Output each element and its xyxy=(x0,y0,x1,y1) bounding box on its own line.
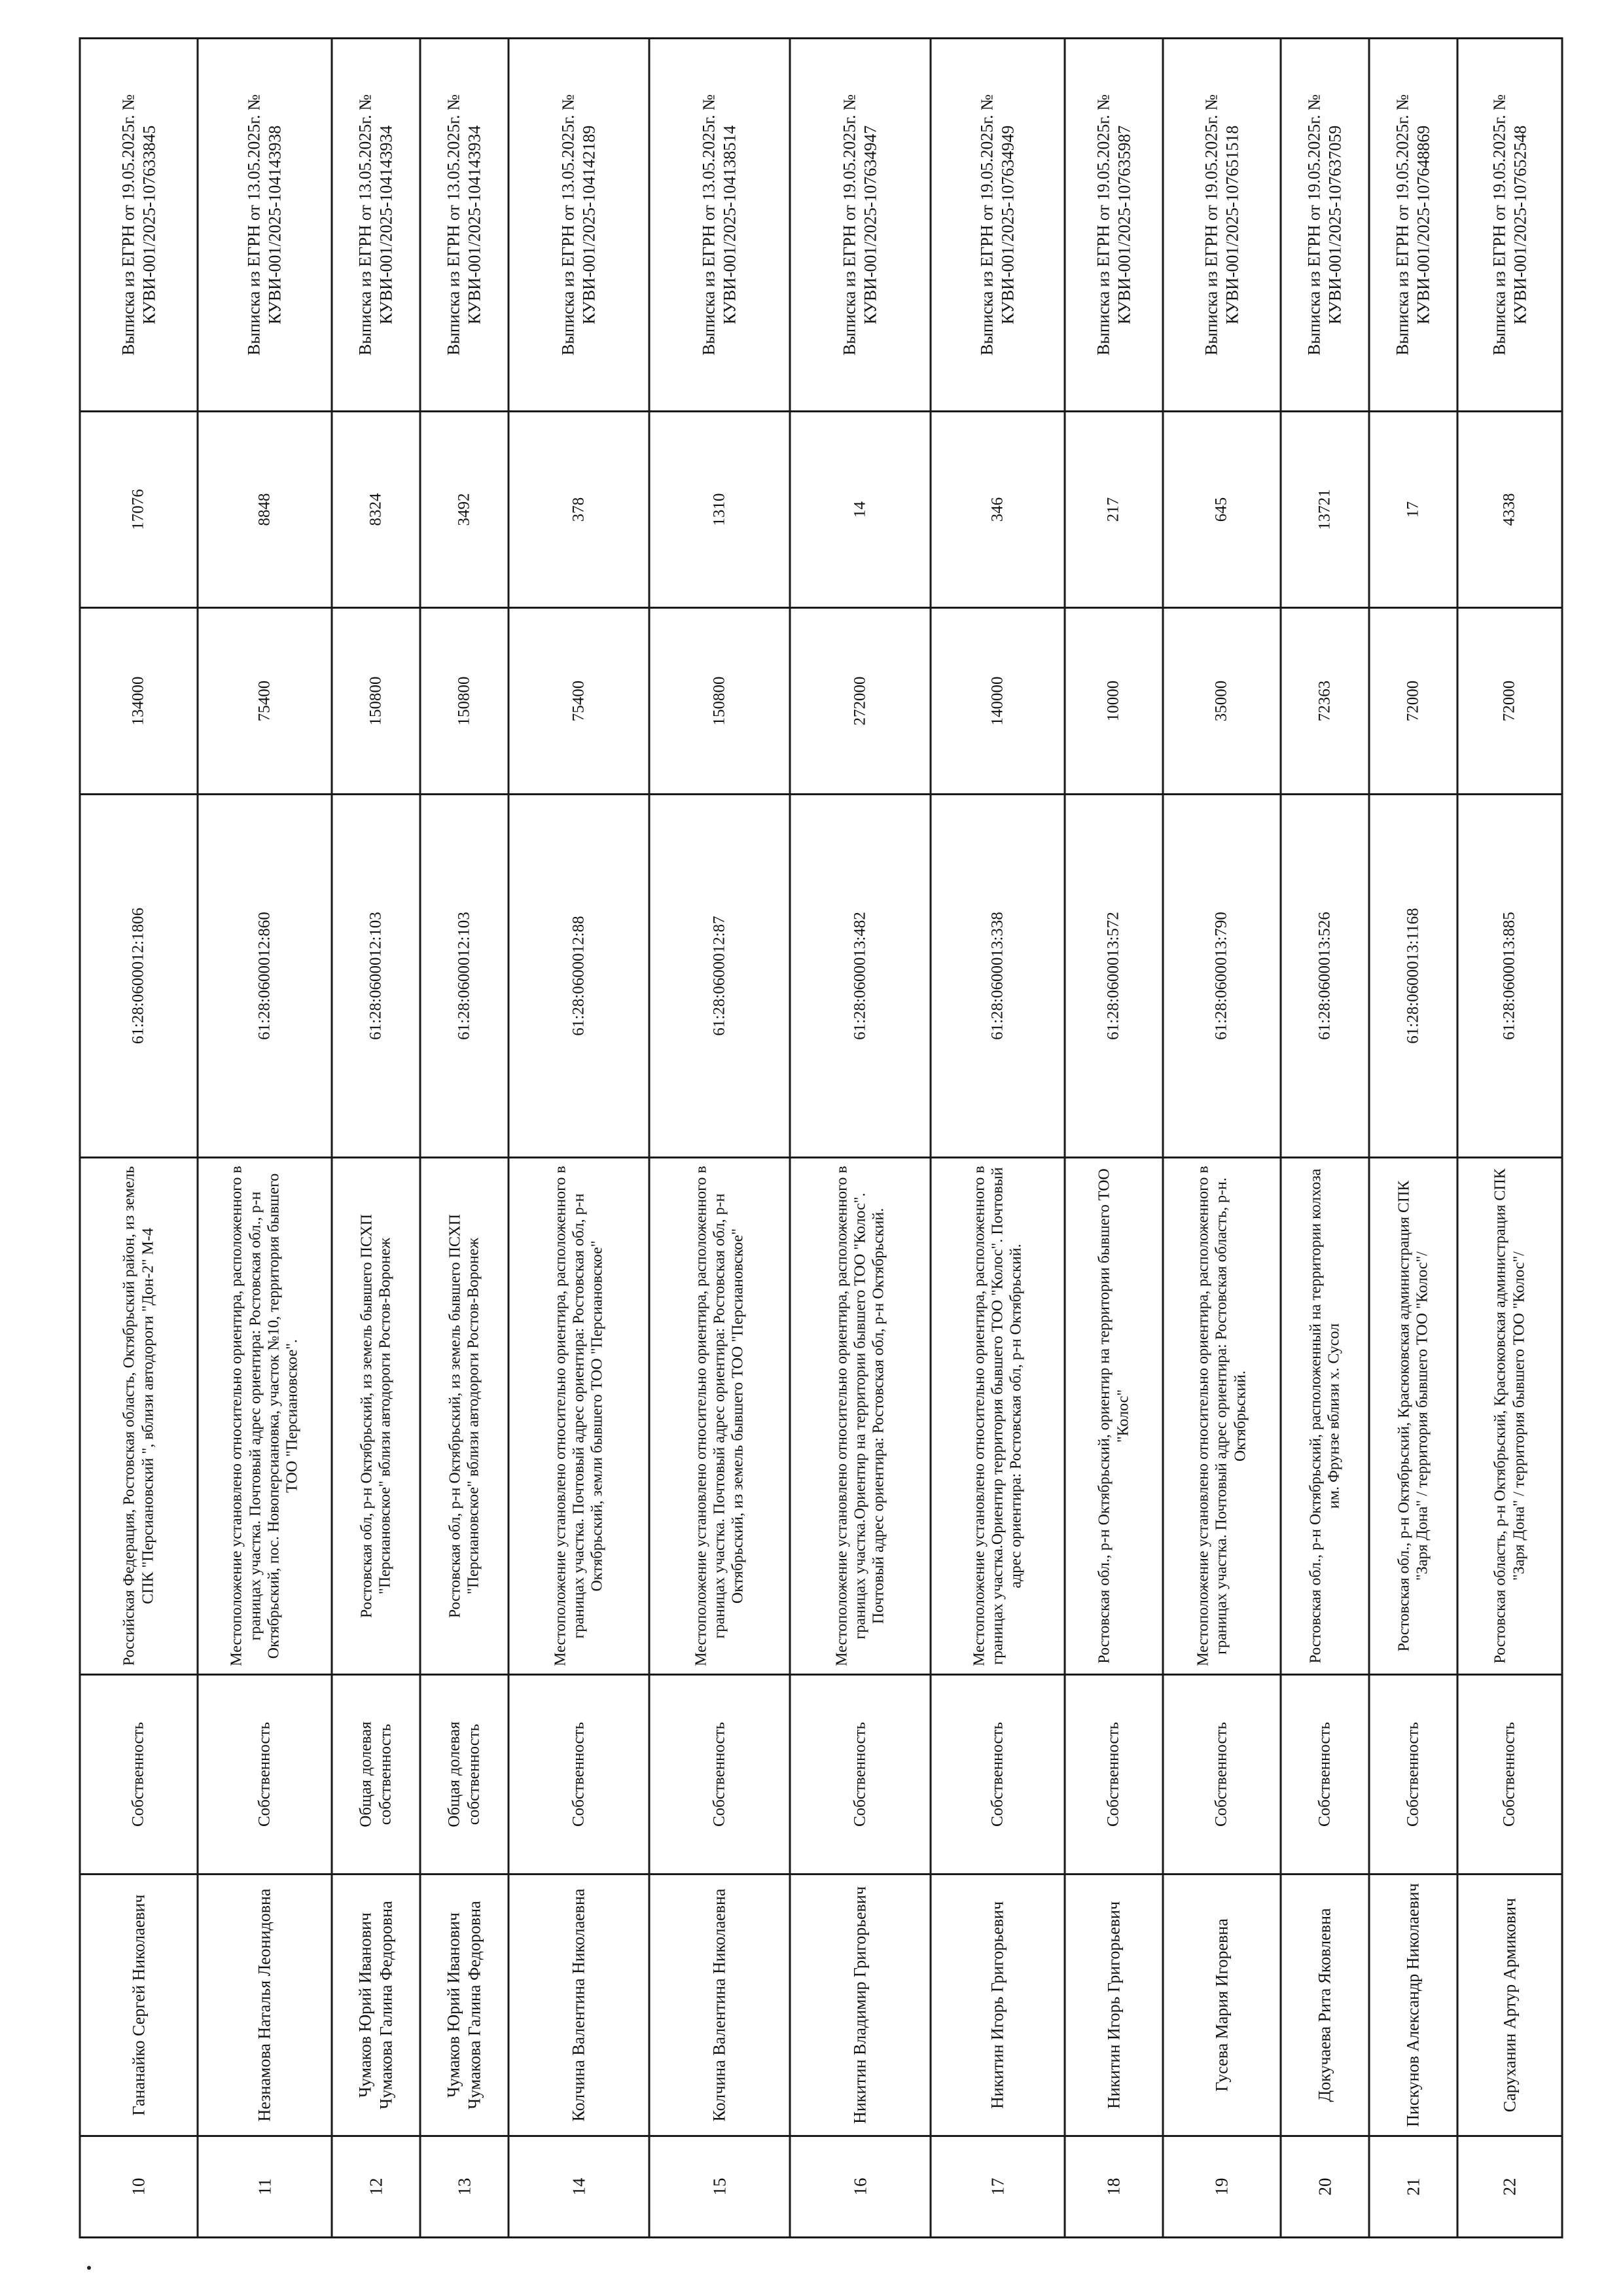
owner-name: Докучаева Рита Яковлевна xyxy=(1281,1874,1369,2136)
area-value: 35000 xyxy=(1163,608,1281,795)
page-mark xyxy=(87,2266,91,2270)
registry-document: Выписка из ЕГРН от 19.05.2025г. № КУВИ-001/2025-107634947 xyxy=(790,39,931,412)
area-value: 75400 xyxy=(508,608,649,795)
row-number: 17 xyxy=(931,2136,1065,2238)
area-value: 150800 xyxy=(649,608,790,795)
cadastral-number: 61:28:0600013:1168 xyxy=(1369,795,1457,1158)
cadastral-number: 61:28:0600012:1806 xyxy=(80,795,198,1158)
owner-name: Никитин Игорь Григорьевич xyxy=(1065,1874,1163,2136)
area-value: 140000 xyxy=(931,608,1065,795)
location-address: Местоположение установлено относительно ориентира, расположенного в границах участка.Ориентир на территории бывшего ТОО "Колос". Почтовый адрес ориентира: Ростовская обл, р-н Октябрьский. xyxy=(790,1158,931,1675)
table-row xyxy=(649,39,790,2238)
row-number: 15 xyxy=(649,2136,790,2238)
row-number: 19 xyxy=(1163,2136,1281,2238)
location-address: Ростовская обл., р-н Октябрьский, расположенный на территории колхоза им. Фрунзе вблизи х. Сусол xyxy=(1281,1158,1369,1675)
location-address: Ростовская обл., р-н Октябрьский, ориентир на территории бывшего ТОО "Колос" xyxy=(1065,1158,1163,1675)
right-type: Общая долевая собственность xyxy=(332,1675,420,1874)
right-type: Собственность xyxy=(508,1675,649,1874)
area-value: 134000 xyxy=(80,608,198,795)
registry-document: Выписка из ЕГРН от 19.05.2025г. № КУВИ-001/2025-107634949 xyxy=(931,39,1065,412)
owner-name: Чумаков Юрий Иванович Чумакова Галина Федоровна xyxy=(420,1874,508,2136)
owner-name: Гусева Мария Игоревна xyxy=(1163,1874,1281,2136)
table-row xyxy=(420,39,508,2238)
registry-document: Выписка из ЕГРН от 19.05.2025г. № КУВИ-001/2025-107648869 xyxy=(1369,39,1457,412)
table-row xyxy=(790,39,931,2238)
location-address: Местоположение установлено относительно ориентира, расположенного в границах участка. Почтовый адрес ориентира: Ростовская обл, р-н Октябрьский, из земель бывшего ТОО "Персиановское" xyxy=(649,1158,790,1675)
registry-document: Выписка из ЕГРН от 13.05.2025г. № КУВИ-001/2025-104143934 xyxy=(420,39,508,412)
right-type: Собственность xyxy=(790,1675,931,1874)
table-row xyxy=(508,39,649,2238)
right-type: Собственность xyxy=(1281,1675,1369,1874)
rotated-table-wrapper xyxy=(79,39,1561,2238)
table-body xyxy=(80,39,1562,2238)
row-number: 11 xyxy=(198,2136,332,2238)
registry-document: Выписка из ЕГРН от 19.05.2025г. № КУВИ-001/2025-107635987 xyxy=(1065,39,1163,412)
cadastral-number: 61:28:0600013:790 xyxy=(1163,795,1281,1158)
share-value: 378 xyxy=(508,412,649,608)
row-number: 12 xyxy=(332,2136,420,2238)
share-value: 346 xyxy=(931,412,1065,608)
share-value: 1310 xyxy=(649,412,790,608)
table-row xyxy=(931,39,1065,2238)
registry-document: Выписка из ЕГРН от 13.05.2025г. № КУВИ-001/2025-104143938 xyxy=(198,39,332,412)
location-address: Российская Федерация, Ростовская область, Октябрьский район, из земель СПК "Персиановский ", вблизи автодороги "Дон-2" М-4 xyxy=(80,1158,198,1675)
row-number: 13 xyxy=(420,2136,508,2238)
share-value: 645 xyxy=(1163,412,1281,608)
share-value: 4338 xyxy=(1457,412,1562,608)
row-number: 14 xyxy=(508,2136,649,2238)
owner-name: Колчина Валентина Николаевна xyxy=(508,1874,649,2136)
cadastral-number: 61:28:0600012:103 xyxy=(420,795,508,1158)
owner-name: Никитин Игорь Григорьевич xyxy=(931,1874,1065,2136)
right-type: Собственность xyxy=(931,1675,1065,1874)
area-value: 10000 xyxy=(1065,608,1163,795)
right-type: Собственность xyxy=(1369,1675,1457,1874)
owner-name: Чумаков Юрий Иванович Чумакова Галина Федоровна xyxy=(332,1874,420,2136)
share-value: 17076 xyxy=(80,412,198,608)
table-row xyxy=(1457,39,1562,2238)
row-number: 22 xyxy=(1457,2136,1562,2238)
row-number: 21 xyxy=(1369,2136,1457,2238)
table-row xyxy=(80,39,198,2238)
right-type: Собственность xyxy=(80,1675,198,1874)
location-address: Ростовская обл, р-н Октябрьский, из земель бывшего ПСХП "Персиановское" вблизи автодороги Ростов-Воронеж xyxy=(332,1158,420,1675)
share-value: 17 xyxy=(1369,412,1457,608)
right-type: Собственность xyxy=(1163,1675,1281,1874)
registry-document: Выписка из ЕГРН от 19.05.2025г. № КУВИ-001/2025-107651518 xyxy=(1163,39,1281,412)
land-owners-table xyxy=(79,37,1563,2238)
location-address: Местоположение установлено относительно ориентира, расположенного в границах участка. Почтовый адрес ориентира: Ростовская обл., р-н Октябрьский, пос. Новоперсиановка, участок №10, территория бывшего ТОО "Персиановское". xyxy=(198,1158,332,1675)
cadastral-number: 61:28:0600013:338 xyxy=(931,795,1065,1158)
share-value: 14 xyxy=(790,412,931,608)
row-number: 18 xyxy=(1065,2136,1163,2238)
right-type: Собственность xyxy=(198,1675,332,1874)
registry-document: Выписка из ЕГРН от 13.05.2025г. № КУВИ-001/2025-104142189 xyxy=(508,39,649,412)
cadastral-number: 61:28:0600012:860 xyxy=(198,795,332,1158)
area-value: 272000 xyxy=(790,608,931,795)
area-value: 75400 xyxy=(198,608,332,795)
location-address: Местоположение установлено относительно ориентира, расположенного в границах участка. Почтовый адрес ориентира: Ростовская обл, р-н Октябрьский, земли бывшего ТОО "Персиановское" xyxy=(508,1158,649,1675)
table-row xyxy=(1065,39,1163,2238)
cadastral-number: 61:28:0600012:87 xyxy=(649,795,790,1158)
table-row xyxy=(1281,39,1369,2238)
registry-document: Выписка из ЕГРН от 19.05.2025г. № КУВИ-001/2025-107652548 xyxy=(1457,39,1562,412)
location-address: Местоположение установлено относительно ориентира, расположенного в границах участка.Ориентир территория бывшего ТОО "Колос". Почтовый адрес ориентира: Ростовская обл, р-н Октябрьский. xyxy=(931,1158,1065,1675)
registry-document: Выписка из ЕГРН от 19.05.2025г. № КУВИ-001/2025-107637059 xyxy=(1281,39,1369,412)
location-address: Ростовская область, р-н Октябрьский, Красюковская администрация СПК "Заря Дона" / территория бывшего ТОО "Колос"/ xyxy=(1457,1158,1562,1675)
owner-name: Незнамова Наталья Леонидовна xyxy=(198,1874,332,2136)
row-number: 10 xyxy=(80,2136,198,2238)
row-number: 20 xyxy=(1281,2136,1369,2238)
right-type: Собственность xyxy=(1457,1675,1562,1874)
owner-name: Никитин Владимир Григорьевич xyxy=(790,1874,931,2136)
area-value: 72000 xyxy=(1457,608,1562,795)
location-address: Ростовская обл, р-н Октябрьский, из земель бывшего ПСХП "Персиановское" вблизи автодороги Ростов-Воронеж xyxy=(420,1158,508,1675)
area-value: 72000 xyxy=(1369,608,1457,795)
right-type: Собственность xyxy=(1065,1675,1163,1874)
registry-document: Выписка из ЕГРН от 13.05.2025г. № КУВИ-001/2025-104143934 xyxy=(332,39,420,412)
area-value: 150800 xyxy=(332,608,420,795)
cadastral-number: 61:28:0600013:885 xyxy=(1457,795,1562,1158)
right-type: Собственность xyxy=(649,1675,790,1874)
share-value: 217 xyxy=(1065,412,1163,608)
row-number: 16 xyxy=(790,2136,931,2238)
area-value: 72363 xyxy=(1281,608,1369,795)
share-value: 3492 xyxy=(420,412,508,608)
location-address: Местоположение установлено относительно ориентира, расположенного в границах участка. Почтовый адрес ориентира: Ростовская область, р-н. Октябрьский. xyxy=(1163,1158,1281,1675)
cadastral-number: 61:28:0600012:88 xyxy=(508,795,649,1158)
location-address: Ростовская обл., р-н Октябрьский, Красюковская администрация СПК "Заря Дона" / территория бывшего ТОО "Колос"/ xyxy=(1369,1158,1457,1675)
cadastral-number: 61:28:0600013:482 xyxy=(790,795,931,1158)
right-type: Общая долевая собственность xyxy=(420,1675,508,1874)
share-value: 8848 xyxy=(198,412,332,608)
owner-name: Гананайко Сергей Николаевич xyxy=(80,1874,198,2136)
registry-document: Выписка из ЕГРН от 13.05.2025г. № КУВИ-001/2025-104138514 xyxy=(649,39,790,412)
share-value: 13721 xyxy=(1281,412,1369,608)
area-value: 150800 xyxy=(420,608,508,795)
owner-name: Саруханин Артур Армикович xyxy=(1457,1874,1562,2136)
table-row xyxy=(1163,39,1281,2238)
share-value: 8324 xyxy=(332,412,420,608)
cadastral-number: 61:28:0600012:103 xyxy=(332,795,420,1158)
registry-document: Выписка из ЕГРН от 19.05.2025г. № КУВИ-001/2025-107633845 xyxy=(80,39,198,412)
table-row xyxy=(332,39,420,2238)
cadastral-number: 61:28:0600013:572 xyxy=(1065,795,1163,1158)
table-row xyxy=(1369,39,1457,2238)
owner-name: Пискунов Александр Николаевич xyxy=(1369,1874,1457,2136)
owner-name: Колчина Валентина Николаевна xyxy=(649,1874,790,2136)
table-row xyxy=(198,39,332,2238)
cadastral-number: 61:28:0600013:526 xyxy=(1281,795,1369,1158)
